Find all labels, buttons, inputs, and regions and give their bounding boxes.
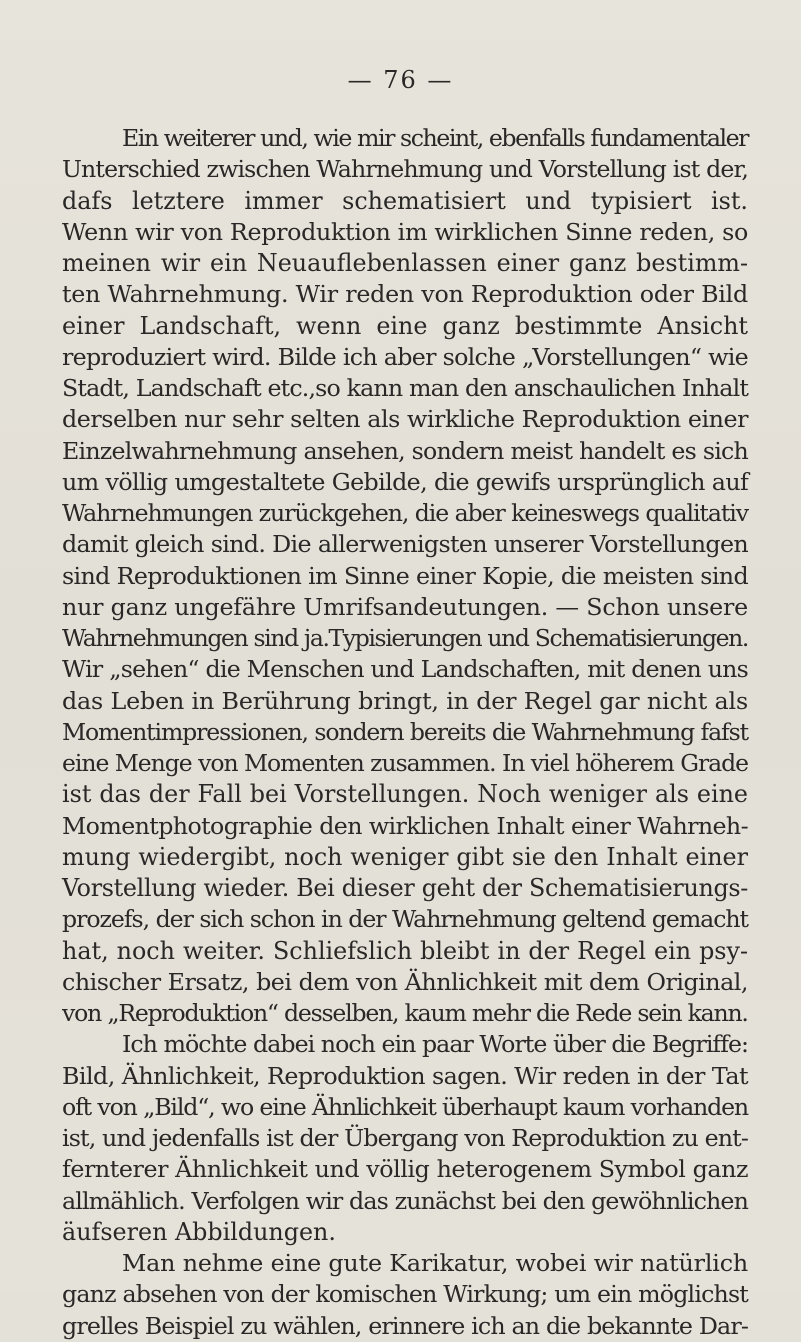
text-line: oft von „Bild“, wo eine Ähnlichkeit überhaupt kaum vorhanden xyxy=(62,1092,748,1121)
text-line: äufseren Abbildungen. xyxy=(62,1217,336,1246)
text-line: um völlig umgestaltete Gebilde, die gewifs ursprünglich auf xyxy=(62,467,749,496)
text-line: reproduziert wird. Bilde ich aber solche „Vorstellungen“ wie xyxy=(62,342,748,371)
text-line: meinen wir ein Neuauflebenlassen einer ganz bestimm- xyxy=(62,249,748,277)
text-line: grelles Beispiel zu wählen, erinnere ich an die bekannte Dar- xyxy=(62,1311,748,1340)
text-line: eine Menge von Momenten zusammen. In viel höherem Grade xyxy=(62,749,749,777)
text-line: von „Reproduktion“ desselben, kaum mehr die Rede sein kann. xyxy=(62,999,748,1027)
text-line: einer Landschaft, wenn eine ganz bestimmte Ansicht xyxy=(62,311,748,340)
text-line: damit gleich sind. Die allerwenigsten unserer Vorstellungen xyxy=(62,530,748,559)
text-line: Momentimpressionen, sondern bereits die Wahrnehmung fafst xyxy=(62,717,748,746)
text-line: Stadt, Landschaft etc.,so kann man den anschaulichen Inhalt xyxy=(62,374,748,402)
text-line: nur ganz ungefähre Umrifsandeutungen. — Schon unsere xyxy=(62,592,748,621)
text-line: Einzelwahrnehmung ansehen, sondern meist handelt es sich xyxy=(62,436,748,465)
body-text xyxy=(62,123,748,1342)
text-line: Vorstellung wieder. Bei dieser geht der Schematisierungs- xyxy=(62,874,748,902)
text-line: ist, und jedenfalls ist der Übergang von Reproduktion zu ent- xyxy=(62,1124,748,1152)
text-line: hat, noch weiter. Schliefslich bleibt in der Regel ein psy- xyxy=(62,936,748,965)
text-line: ganz absehen von der komischen Wirkung; um ein möglichst xyxy=(62,1280,748,1309)
text-line: Man nehme eine gute Karikatur, wobei wir natürlich xyxy=(122,1249,748,1277)
text-line: Momentphotographie den wirklichen Inhalt einer Wahrneh- xyxy=(62,811,748,840)
text-line: Wahrnehmungen sind ja.Typisierungen und Schematisierungen. xyxy=(62,624,748,652)
text-line: ist das der Fall bei Vorstellungen. Noch weniger als eine xyxy=(62,780,748,809)
text-line: Unterschied zwischen Wahrnehmung und Vorstellung ist der, xyxy=(62,155,748,184)
text-line: Wahrnehmungen zurückgehen, die aber keineswegs qualitativ xyxy=(62,499,748,527)
text-line: fernterer Ähnlichkeit und völlig heterogenem Symbol ganz xyxy=(62,1155,749,1184)
text-line: Bild, Ähnlichkeit, Reproduktion sagen. Wir reden in der Tat xyxy=(62,1061,748,1090)
text-line: allmählich. Verfolgen wir das zunächst bei den gewöhnlichen xyxy=(62,1186,748,1215)
text-line: Ein weiterer und, wie mir scheint, ebenfalls fundamentaler xyxy=(122,124,748,152)
text-line: Wenn wir von Reproduktion im wirklichen Sinne reden, so xyxy=(62,217,748,246)
text-line: Wir „sehen“ die Menschen und Landschaften, mit denen uns xyxy=(62,655,748,684)
text-line: chischer Ersatz, bei dem von Ähnlichkeit mit dem Original, xyxy=(62,967,748,996)
page-number: — 76 — xyxy=(347,66,454,94)
text-line: das Leben in Berührung bringt, in der Regel gar nicht als xyxy=(62,686,748,715)
text-line: sind Reproduktionen im Sinne einer Kopie, die meisten sind xyxy=(62,561,748,590)
text-line: mung wiedergibt, noch weniger gibt sie den Inhalt einer xyxy=(62,842,748,871)
text-line: dafs letztere immer schematisiert und typisiert ist. xyxy=(62,186,748,215)
text-line: derselben nur sehr selten als wirkliche Reproduktion einer xyxy=(62,405,748,434)
text-line: Ich möchte dabei noch ein paar Worte über die Begriffe: xyxy=(122,1030,749,1059)
text-line: prozefs, der sich schon in der Wahrnehmung geltend gemacht xyxy=(62,905,748,934)
text-line: ten Wahrnehmung. Wir reden von Reproduktion oder Bild xyxy=(62,280,748,309)
